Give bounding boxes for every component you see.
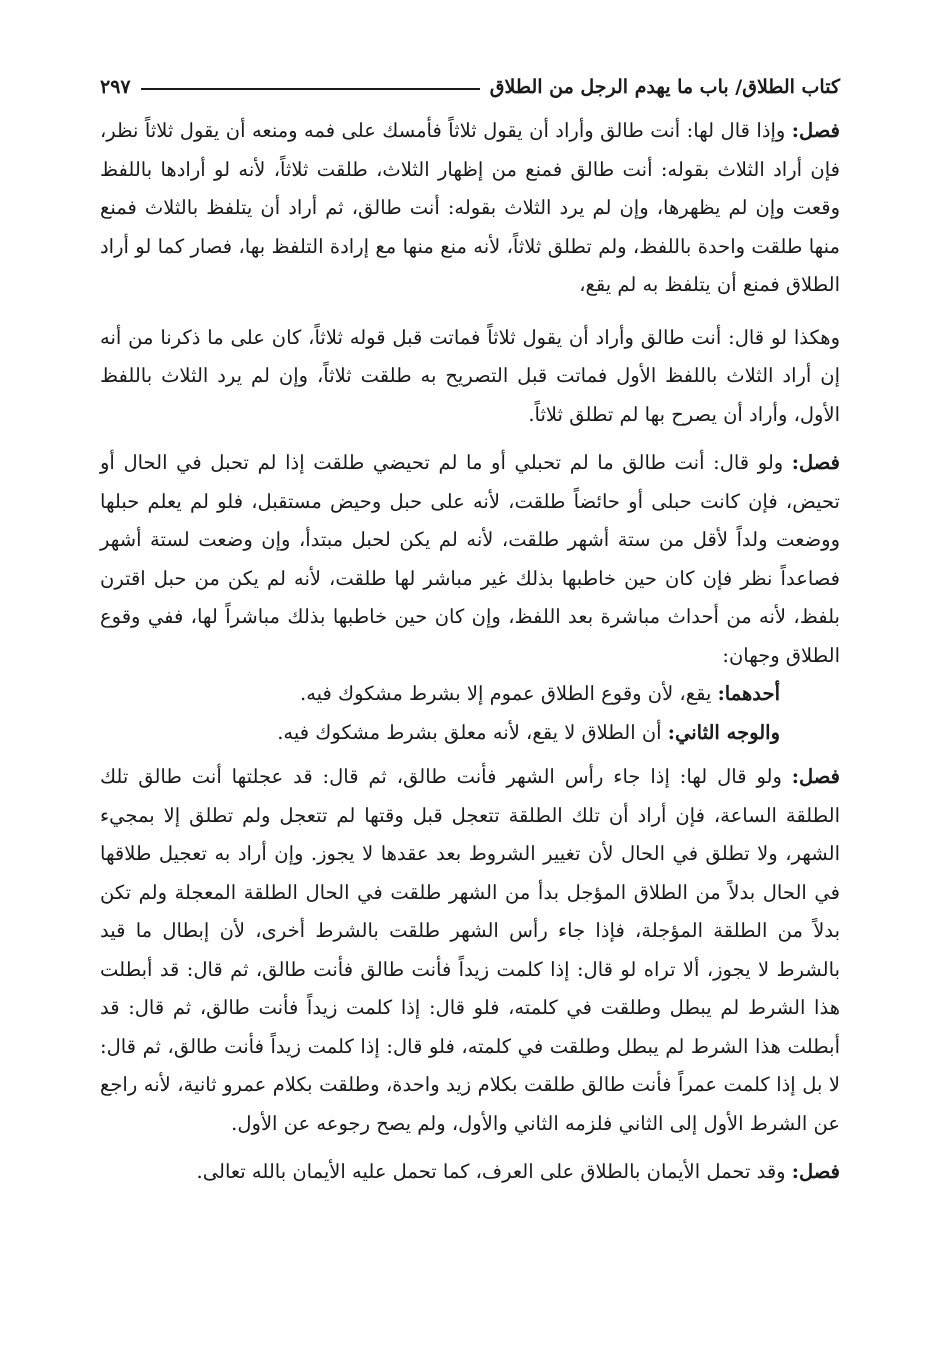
paragraph-text: وهكذا لو قال: أنت طالق وأراد أن يقول ثلاثاً فماتت قبل قوله ثلاثاً، كان على ما ذكرنا من أنه إن أراد الثلاث باللفظ الأول فماتت قبل التصريح به طلقت ثلاثاً، وإن لم يرد الثلاث باللفظ الأول، وأراد أن يصرح بها لم تطلق ثلاثاً. <box>100 325 840 426</box>
section-label: فصل: <box>791 1160 840 1183</box>
paragraph-text: وقد تحمل الأيمان بالطلاق على العرف، كما تحمل عليه الأيمان بالله تعالى. <box>196 1160 792 1183</box>
header-rule <box>141 88 480 90</box>
paragraph-text: وإذا قال لها: أنت طالق وأراد أن يقول ثلاثاً فأمسك على فمه ومنعه أن يقول ثلاثاً نظر، فإن أراد الثلاث بقوله: أنت طالق فمنع من إظهار الثلاث، طلقت ثلاثاً، لأنه لو أرادها باللفظ وقعت وإن لم يظهرها، وإن لم يرد الثلاث بقوله: أنت طالق، ثم أراد أن يتلفظ بالثلاث فمنع منها طلقت واحدة باللفظ، ولم تطلق ثلاثاً، لأنه منع منها مع إرادة التلفظ بها، فصار كما لو أراد الطلاق فمنع أن يتلفظ به لم يقع، <box>100 119 840 296</box>
sub-item-label: أحدهما: <box>717 682 780 705</box>
running-header <box>100 70 840 104</box>
paragraph-1 <box>100 112 840 305</box>
section-label: فصل: <box>791 765 840 788</box>
paragraph-4 <box>100 758 840 1143</box>
page-number: ٢٩٧ <box>100 76 131 98</box>
page-body <box>100 70 840 1192</box>
sub-item-label: والوجه الثاني: <box>667 720 780 744</box>
section-label: فصل: <box>791 119 840 142</box>
section-label: فصل: <box>791 451 840 474</box>
header-title: كتاب الطلاق/ باب ما يهدم الرجل من الطلاق <box>489 76 840 98</box>
sub-item-1 <box>100 675 840 714</box>
paragraph-text: ولو قال: أنت طالق ما لم تحبلي أو ما لم تحيضي طلقت إذا لم تحبل في الحال أو تحيض، فإن كانت حبلى أو حائضاً طلقت، لأنه على حبل وحيض مستقبل، فلو لم يعلم حبلها ووضعت ولداً لأقل من ستة أشهر طلقت، لأنه لم يكن لحبل مبتدأ، وإن وضعت لستة أشهر فصاعداً نظر فإن كان حين خاطبها بذلك غير مباشر لها طلقت، لأنه لم يكن من حبل اقترن بلفظ، لأنه من أحداث مباشرة بعد اللفظ، وإن كان حين خاطبها بذلك مباشراً لها، ففي وقوع الطلاق وجهان: <box>100 451 840 667</box>
paragraph-text: ولو قال لها: إذا جاء رأس الشهر فأنت طالق، ثم قال: قد عجلتها أنت طالق تلك الطلقة الساعة، فإن أراد أن تلك الطلقة تتعجل قبل وقتها لم تتعجل ولم تطلق إلا بمجيء الشهر، ولا تطلق في الحال لأن تغيير الشروط بعد عقدها لا يجوز. وإن أراد به تعجيل طلاقها في الحال بدلاً من الطلاق المؤجل بدأ من الشهر طلقت في الحال الطلقة المعجلة ولم تكن بدلاً من الطلقة المؤجلة، فإذا جاء رأس الشهر طلقت بالشرط أخرى، لأن إبطال ما قيد بالشرط لا يجوز، ألا تراه لو قال: إذا كلمت زيداً فأنت طالق فأنت طالق، ثم قال: قد أبطلت هذا الشرط لم يبطل وطلقت في كلمته، فلو قال: إذا كلمت زيداً فأنت طالق، ثم قال: قد أبطلت هذا الشرط لم يبطل وطلقت في كلمته، فلو قال: إذا كلمت زيداً فأنت طالق، ثم قال: لا بل إذا كلمت عمراً فأنت طالق طلقت بكلام زيد واحدة، وطلقت بكلام عمرو ثانية، لأنه راجع عن الشرط الأول إلى الثاني فلزمه الثاني والأول، ولم يصح رجوعه عن الأول. <box>100 765 840 1135</box>
sub-item-2 <box>100 714 840 753</box>
sub-item-text: يقع، لأن وقوع الطلاق عموم إلا بشرط مشكوك فيه. <box>300 682 718 705</box>
sub-item-text: أن الطلاق لا يقع، لأنه معلق بشرط مشكوك فيه. <box>277 720 668 744</box>
paragraph-3 <box>100 444 840 675</box>
paragraph-5 <box>100 1153 840 1192</box>
paragraph-2 <box>100 319 840 435</box>
